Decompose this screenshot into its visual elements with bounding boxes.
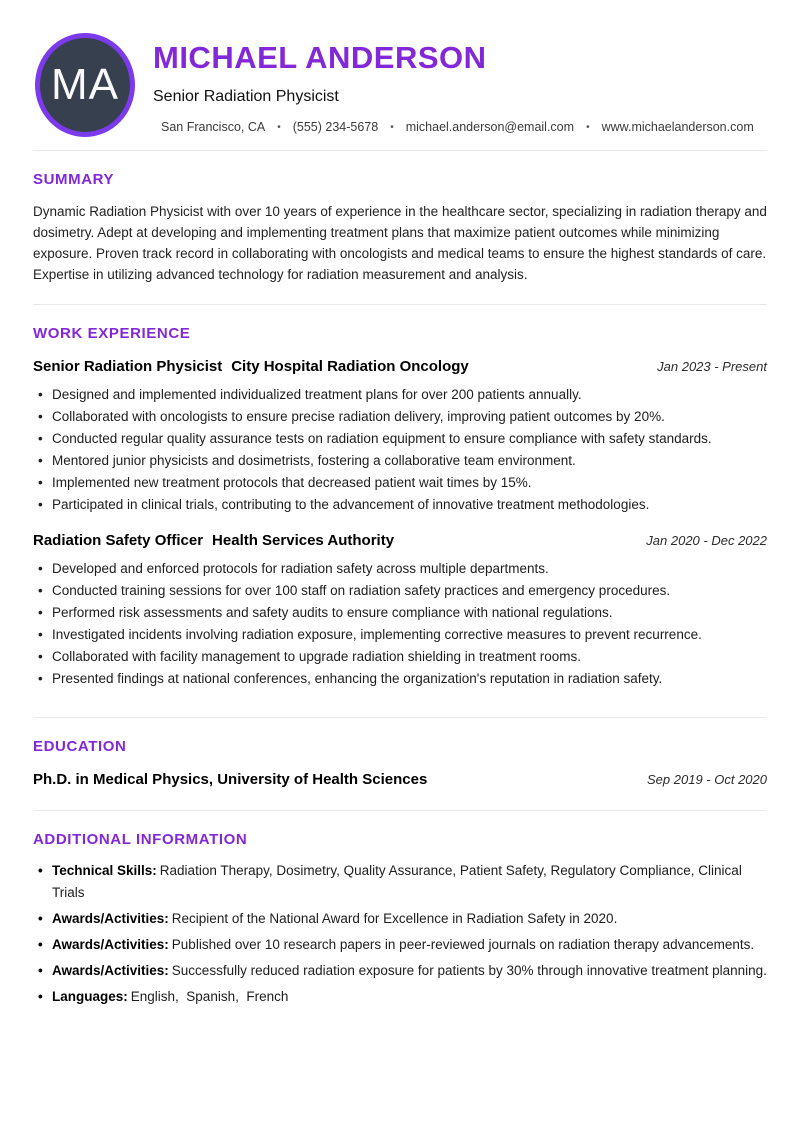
info-item-label: Awards/Activities: bbox=[52, 937, 169, 952]
job-position: Senior Radiation Physicist bbox=[33, 358, 223, 375]
education-heading: EDUCATION bbox=[33, 738, 127, 755]
info-item-label: Technical Skills: bbox=[52, 863, 157, 878]
section-divider bbox=[33, 810, 767, 811]
candidate-name: MICHAEL ANDERSON bbox=[153, 40, 487, 75]
section-additional-information bbox=[33, 831, 767, 1008]
info-item-text: Published over 10 research papers in peer-reviewed journals on radiation therapy advancements. bbox=[171, 937, 755, 952]
additional-information-heading: ADDITIONAL INFORMATION bbox=[33, 831, 248, 848]
contact-row bbox=[161, 120, 754, 134]
additional-info-list bbox=[33, 860, 767, 1008]
summary-heading: SUMMARY bbox=[33, 171, 115, 188]
contact-location: San Francisco, CA bbox=[161, 120, 266, 135]
avatar bbox=[35, 33, 135, 137]
job-company: Health Services Authority bbox=[212, 532, 395, 549]
dot-separator: • bbox=[586, 121, 590, 133]
job-entry bbox=[33, 358, 767, 516]
job-bullet: • Collaborated with facility management to upgrade radiation shielding in treatment rooms. bbox=[33, 646, 767, 668]
job-title-line bbox=[33, 532, 394, 549]
education-dates: Sep 2019 - Oct 2020 bbox=[647, 772, 767, 787]
info-item bbox=[33, 986, 767, 1008]
avatar-initials: MA bbox=[51, 60, 119, 109]
section-divider bbox=[33, 717, 767, 718]
info-item-label: Awards/Activities: bbox=[52, 911, 169, 926]
job-entry bbox=[33, 532, 767, 690]
contact-email: michael.anderson@email.com bbox=[405, 120, 575, 135]
job-bullet: • Conducted training sessions for over 100 staff on radiation safety practices and emergency procedures. bbox=[33, 580, 767, 602]
job-bullet: • Performed risk assessments and safety audits to ensure compliance with national regulations. bbox=[33, 602, 767, 624]
section-education bbox=[33, 738, 767, 788]
job-dates: Jan 2020 - Dec 2022 bbox=[646, 533, 767, 548]
section-divider bbox=[33, 304, 767, 305]
job-bullet: • Developed and enforced protocols for radiation safety across multiple departments. bbox=[33, 558, 767, 580]
info-item bbox=[33, 934, 767, 956]
info-item-label: Awards/Activities: bbox=[52, 963, 169, 978]
contact-phone: (555) 234-5678 bbox=[292, 120, 379, 135]
job-bullet: • Conducted regular quality assurance tests on radiation equipment to ensure compliance with safety standards. bbox=[33, 428, 767, 450]
info-item-text: English, Spanish, French bbox=[130, 989, 289, 1004]
job-bullet: • Presented findings at national conferences, enhancing the organization's reputation in radiation safety. bbox=[33, 668, 767, 690]
job-bullet: • Designed and implemented individualized treatment plans for over 200 patients annually. bbox=[33, 384, 767, 406]
info-item-text: Radiation Therapy, Dosimetry, Quality Assurance, Patient Safety, Regulatory Compliance, Clinical Trials bbox=[52, 863, 746, 900]
candidate-job-title: Senior Radiation Physicist bbox=[153, 88, 339, 106]
work-experience-heading: WORK EXPERIENCE bbox=[33, 325, 191, 342]
summary-text: Dynamic Radiation Physicist with over 10 years of experience in the healthcare sector, specializing in radiation therapy and dosimetry. Adept at developing and implementing treatment plans that maximize patient outcomes while minimizing exposure. Proven track record in collaborating with oncologists and medical teams to ensure the highest standards of care. Expertise in utilizing advanced technology for radiation measurement and analysis. bbox=[33, 204, 767, 282]
section-divider bbox=[33, 150, 767, 151]
job-bullet: • Mentored junior physicists and dosimetrists, fostering a collaborative team environment. bbox=[33, 450, 767, 472]
job-position: Radiation Safety Officer bbox=[33, 532, 204, 549]
contact-website: www.michaelanderson.com bbox=[601, 120, 754, 135]
info-item bbox=[33, 860, 767, 904]
info-item-text: Recipient of the National Award for Excellence in Radiation Safety in 2020. bbox=[171, 911, 618, 926]
job-bullet: • Investigated incidents involving radiation exposure, implementing corrective measures to prevent recurrence. bbox=[33, 624, 767, 646]
info-item bbox=[33, 908, 767, 930]
job-entry-header bbox=[33, 532, 767, 549]
job-title-line bbox=[33, 358, 469, 375]
education-entry bbox=[33, 771, 767, 788]
info-item-text: Successfully reduced radiation exposure for patients by 30% through innovative treatment planning. bbox=[171, 963, 767, 978]
education-degree: Ph.D. in Medical Physics, University of Health Sciences bbox=[33, 771, 428, 788]
job-bullet-list bbox=[33, 384, 767, 516]
job-bullet-list bbox=[33, 558, 767, 690]
info-item bbox=[33, 960, 767, 982]
job-bullet: • Implemented new treatment protocols that decreased patient wait times by 15%. bbox=[33, 472, 767, 494]
dot-separator: • bbox=[277, 121, 281, 133]
section-summary bbox=[33, 171, 767, 285]
section-work-experience bbox=[33, 325, 767, 690]
dot-separator: • bbox=[390, 121, 394, 133]
header-info bbox=[153, 33, 754, 134]
job-entry-header bbox=[33, 358, 767, 375]
job-company: City Hospital Radiation Oncology bbox=[231, 358, 469, 375]
job-bullet: • Participated in clinical trials, contributing to the advancement of innovative treatment methodologies. bbox=[33, 494, 767, 516]
info-item-label: Languages: bbox=[52, 989, 128, 1004]
job-bullet: • Collaborated with oncologists to ensure precise radiation delivery, improving patient outcomes by 20%. bbox=[33, 406, 767, 428]
resume-header bbox=[33, 33, 767, 137]
job-dates: Jan 2023 - Present bbox=[657, 359, 767, 374]
